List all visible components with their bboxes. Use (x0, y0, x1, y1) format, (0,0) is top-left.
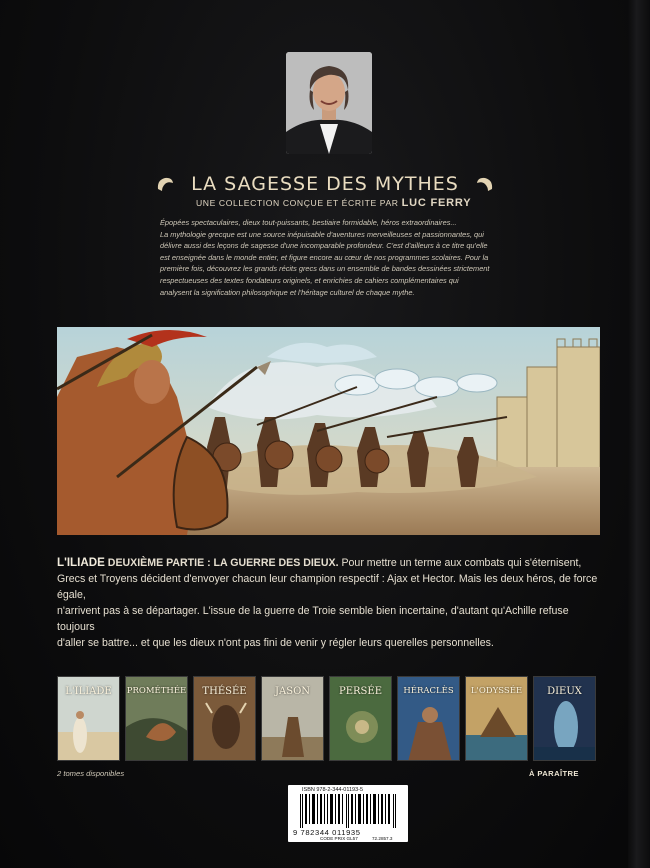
synopsis (57, 555, 602, 651)
book-cover-odyssee[interactable] (465, 676, 528, 761)
series-covers (57, 676, 602, 761)
code-prix: CODE PRIX GL57 (320, 836, 358, 841)
collection-title: LA SAGESSE DES MYTHES (191, 173, 459, 195)
author-portrait (286, 52, 372, 154)
barcode-ref: 72.2857.3 (372, 836, 393, 841)
synopsis-part: DEUXIÈME PARTIE : LA GUERRE DES DIEUX. (107, 557, 339, 569)
book-title: JASON (274, 686, 311, 697)
book-cover-promethee[interactable] (125, 676, 188, 761)
dolphin-right-icon (475, 175, 495, 193)
book-cover-heracles[interactable] (397, 676, 460, 761)
book-title: HÉRACLÈS (403, 686, 454, 696)
book-title: PROMÉTHÉE (126, 686, 187, 696)
synopsis-text: Pour mettre un terme aux combats qui s'éternisent, Grecs et Troyens décident d'envoyer chacun leur champion respectif : Ajax et Hector. Mais les deux héros, de force égale, n'arrivent pas à se départager. L'issue de la guerre de Troie semble bien incertaine, d'autant qu'Achille refuse toujours d'aller se battre... et que les dieux n'ont pas fini de venir y régler leurs querelles personnelles. (57, 557, 598, 649)
book-cover-thesee[interactable] (193, 676, 256, 761)
isbn-barcode (288, 785, 408, 842)
book-title: L'ODYSSÉE (470, 686, 523, 696)
synopsis-lead: L'ILIADE (57, 556, 105, 569)
book-title: THÉSÉE (202, 686, 247, 697)
collection-intro: Épopées spectaculaires, dieux tout-puissants, bestiaire formidable, héros extraordinaires... La mythologie grecque est une source inépuisable d'aventures merveilleuses et passionnantes, qui délivre aussi des leçons de sagesse d'une incomparable profondeur. C'est d'ailleurs à ce titre qu'elle est enseignée dans le monde entier, et figure encore au cœur de nos programmes scolaires. Pour la première fois, découvrez les grands récits grecs dans un ensemble de bandes dessinées strictement respectueuses des textes fondateurs originels, et enrichies de cahiers complémentaires qui analysent la signification philosophique et l'héritage culturel de chaque mythe. (160, 218, 490, 297)
collection-title-row (155, 171, 495, 197)
barcode-digits: 9 782344 011935 (293, 828, 361, 837)
book-cover-dieux[interactable] (533, 676, 596, 761)
subtitle-prefix: UNE COLLECTION CONÇUE ET ÉCRITE PAR (196, 198, 399, 208)
book-title: DIEUX (547, 686, 582, 697)
book-title: L'ILIADE (65, 686, 112, 697)
book-cover-persee[interactable] (329, 676, 392, 761)
battle-illustration (57, 327, 600, 535)
book-cover-jason[interactable] (261, 676, 324, 761)
isbn-text: ISBN 978-2-344-01193-5 (302, 787, 364, 793)
dolphin-left-icon (155, 175, 175, 193)
barcode-bars (300, 794, 400, 828)
upcoming-label: À PARAÎTRE (529, 769, 579, 778)
book-cover-iliade[interactable] (57, 676, 120, 761)
spine-edge (628, 0, 650, 868)
book-title: PERSÉE (338, 686, 382, 697)
author-name: LUC FERRY (401, 197, 472, 209)
collection-subtitle (196, 197, 472, 209)
available-count: 2 tomes disponibles (57, 769, 125, 778)
